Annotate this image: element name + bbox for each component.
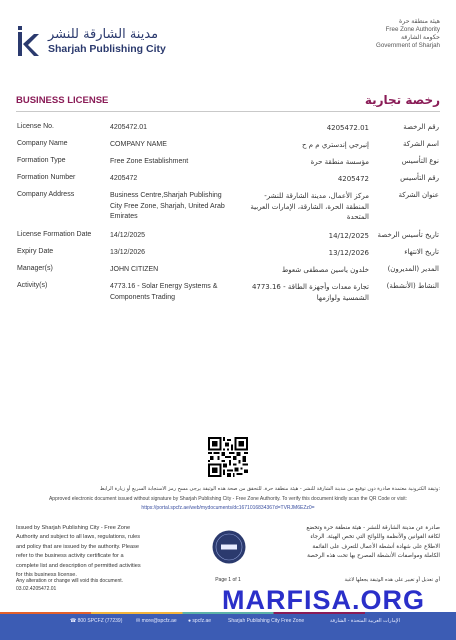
field-value: JOHN CITIZEN <box>110 266 159 273</box>
field-value-arabic: مركز الأعمال، مدينة الشارقة للنشر- المنطقة الحرة، الشارقة، الإمارات العربية المتحدة <box>250 192 369 221</box>
field-label-arabic: تاريخ الانتهاء <box>404 248 439 256</box>
free-zone-en: Free Zone Authority <box>385 26 440 33</box>
field-label: Activity(s) <box>17 282 48 289</box>
field-label-arabic: تاريخ تأسيس الرخصة <box>377 231 439 239</box>
field-value: 13/12/2026 <box>110 249 146 256</box>
field-label: Formation Type <box>17 157 66 164</box>
field-label-arabic: النشاط (الأنشطة) <box>386 282 439 290</box>
field-value-arabic: إنبرجي إندستري م م ح <box>301 141 369 149</box>
watermark-text: MARFISA.ORG <box>222 585 425 615</box>
field-label: Formation Number <box>17 174 76 181</box>
field-value: Free Zone Establishment <box>110 158 189 165</box>
field-value: Business Centre,Sharjah Publishing City Free Zone, Sharjah, United Arab Emirates <box>110 192 225 220</box>
field-label-arabic: نوع التأسيس <box>401 157 439 165</box>
qr-code-icon[interactable] <box>208 437 248 477</box>
field-value-arabic: 4205472 <box>337 175 369 183</box>
footer-phone-text: 800 SPCFZ (77239) <box>77 618 123 624</box>
field-label: Expiry Date <box>17 248 54 255</box>
field-value-arabic: 4773.16 - تجارة معدات وأجهزة الطاقة الشمسية ولوازمها <box>251 283 369 302</box>
field-label: License Formation Date <box>17 231 92 238</box>
field-label-arabic: رقم الرخصة <box>403 123 439 131</box>
title-divider <box>16 111 440 112</box>
field-value: 4773.16 - Solar Energy Systems & Components Trading <box>110 283 218 301</box>
field-label: Manager(s) <box>17 265 53 272</box>
document-title-arabic: رخصة تجارية <box>364 93 440 107</box>
verify-link[interactable]: https://portal.spcfz.ae/web/mydocuments/dc1671016834367d=TVRJM6EZz0= <box>141 505 315 511</box>
field-label: License No. <box>17 123 54 130</box>
field-value-arabic: خلدون ياسين مصطفى شعوط <box>281 266 369 274</box>
alteration-notice-arabic: أي تعديل أو تغيير على هذه الوثيقة يجعلها لاغية <box>344 577 440 583</box>
alteration-text: Any alteration or change will void this document. <box>16 578 124 584</box>
logo-arabic-text: مدينة الشارقة للنشر <box>48 27 159 42</box>
field-value: 14/12/2025 <box>110 232 146 239</box>
footer-address: Sharjah Publishing City Free Zone <box>228 618 305 624</box>
approved-text: Approved electronic document issued without signature by Sharjah Publishing City - Free Zone Authority. To verify this document kindly scan the QR Code or visit: <box>48 496 408 502</box>
govt-en: Government of Sharjah <box>376 42 440 49</box>
govt-ar: حكومة الشارقة <box>400 34 440 41</box>
field-label-arabic: المدير (المديرون) <box>387 265 439 273</box>
free-zone-ar: هيئة منطقة حرة <box>399 18 440 25</box>
authority-seal-icon <box>212 530 246 564</box>
field-value-arabic: مؤسسة منطقة حرة <box>310 158 369 166</box>
field-label: Company Address <box>17 191 75 198</box>
document-title: BUSINESS LICENSE <box>16 95 109 106</box>
field-label-arabic: اسم الشركة <box>403 140 439 148</box>
footer-address-arabic: الإمارات العربية المتحدة - الشارقة <box>330 618 401 624</box>
footer-bar <box>0 612 456 640</box>
spc-logo-icon <box>18 26 40 56</box>
page-number: Page 1 of 1 <box>215 577 241 583</box>
issued-by-text: Issued by Sharjah Publishing City - Free Zone Authority and subject to all laws, regulations, rules and policy that are issued by the authority. Please refer to the business activity certificate for a complete list and description of permitted activities for this business license. <box>16 525 141 579</box>
field-value-arabic: 4205472.01 <box>326 124 369 132</box>
field-label-arabic: عنوان الشركة <box>398 191 439 199</box>
field-value-arabic: 13/12/2026 <box>328 249 369 257</box>
field-label: Company Name <box>17 140 68 147</box>
field-value: 4205472 <box>110 175 138 182</box>
footer-web[interactable]: ● spcfz.ae <box>188 618 212 624</box>
field-value-arabic: 14/12/2025 <box>328 232 369 240</box>
document-code: 03.02.4205472.01 <box>16 586 57 592</box>
approved-text-arabic: وثيقة الكترونية معتمدة صادرة دون توقيع من مدينة الشارقة للنشر - هيئة منطقة حرة. للتحقق من صحة هذه الوثيقة يرجى مسح رمز الاستجابة السريع أو زيارة الرابط: <box>99 486 440 492</box>
footer-phone[interactable]: ☎ 800 SPCFZ (77239) <box>70 618 123 624</box>
field-value: COMPANY NAME <box>110 141 167 148</box>
field-label-arabic: رقم التأسيس <box>400 174 439 182</box>
footer-email[interactable]: ✉ more@spcfz.ae <box>136 618 177 624</box>
authority-block <box>376 18 440 50</box>
footer-web-text: spcfz.ae <box>192 618 212 624</box>
footer-email-text: more@spcfz.ae <box>141 618 177 624</box>
field-value: 4205472.01 <box>110 124 147 131</box>
issued-by-text-arabic: صادرة عن مدينة الشارقة للنشر - هيئة منطقة حرة وتخضع لكافة القوانين والأنظمة واللوائح التي تخص الهيئة. الرجاء الاطلاع على شهادة أنشطة الأعمال للتعرف على القائمة الكاملة ومواصفات الأنشطة المصرح بها تحت هذه الرخصة <box>306 525 440 560</box>
logo-english-text: Sharjah Publishing City <box>48 43 166 55</box>
